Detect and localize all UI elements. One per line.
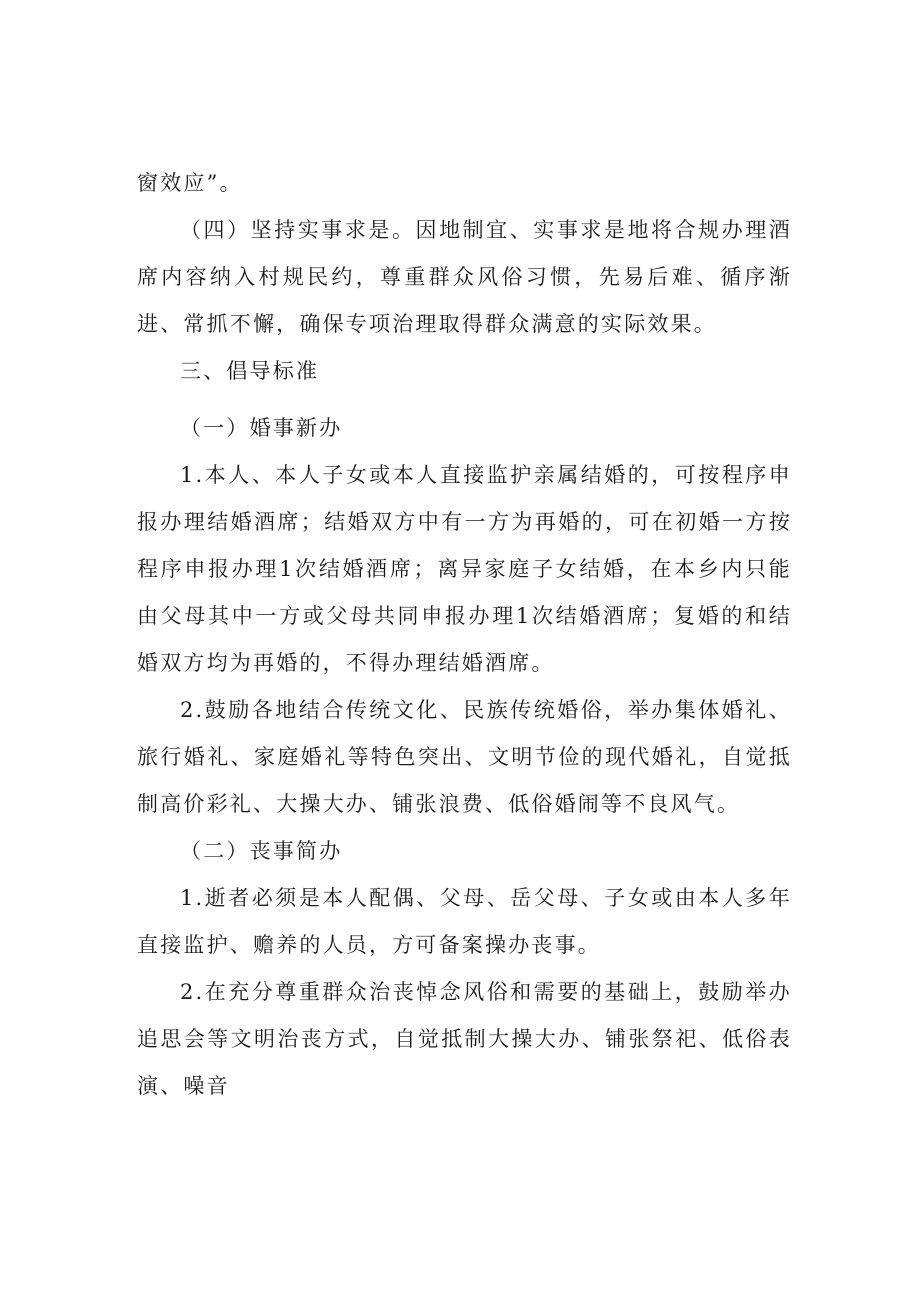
subheading-funeral: （二）丧事简办 (180, 839, 343, 863)
paragraph-continuation: 窗效应”。 (137, 171, 243, 195)
paragraph-funeral-rule-2: 2.在充分尊重群众治丧悼念风俗和需要的基础上，鼓励举办追思会等文明治丧方式，自觉抵制大操大办、铺张祭祀、低俗表演、噪音 (137, 980, 792, 1098)
section-heading-standards: 三、倡导标准 (180, 359, 320, 383)
paragraph-principle-four: （四）坚持实事求是。因地制宜、实事求是地将合规办理酒席内容纳入村规民约，尊重群众风俗习惯，先易后难、循序渐进、常抓不懈，确保专项治理取得群众满意的实际效果。 (137, 218, 792, 336)
paragraph-funeral-rule-1: 1.逝者必须是本人配偶、父母、岳父母、子女或由本人多年直接监护、赡养的人员，方可备案操办丧事。 (137, 886, 792, 957)
subheading-wedding: （一）婚事新办 (180, 416, 343, 440)
paragraph-wedding-rule-2: 2.鼓励各地结合传统文化、民族传统婚俗，举办集体婚礼、旅行婚礼、家庭婚礼等特色突出、文明节俭的现代婚礼，自觉抵制高价彩礼、大操大办、铺张浪费、低俗婚闹等不良风气。 (137, 698, 792, 816)
paragraph-wedding-rule-1: 1.本人、本人子女或本人直接监护亲属结婚的，可按程序申报办理结婚酒席；结婚双方中有一方为再婚的，可在初婚一方按程序申报办理1次结婚酒席；离异家庭子女结婚，在本乡内只能由父母其中一方或父母共同申报办理1次结婚酒席；复婚的和结婚双方均为再婚的，不得办理结婚酒席。 (137, 463, 792, 675)
document-body (137, 160, 792, 1110)
